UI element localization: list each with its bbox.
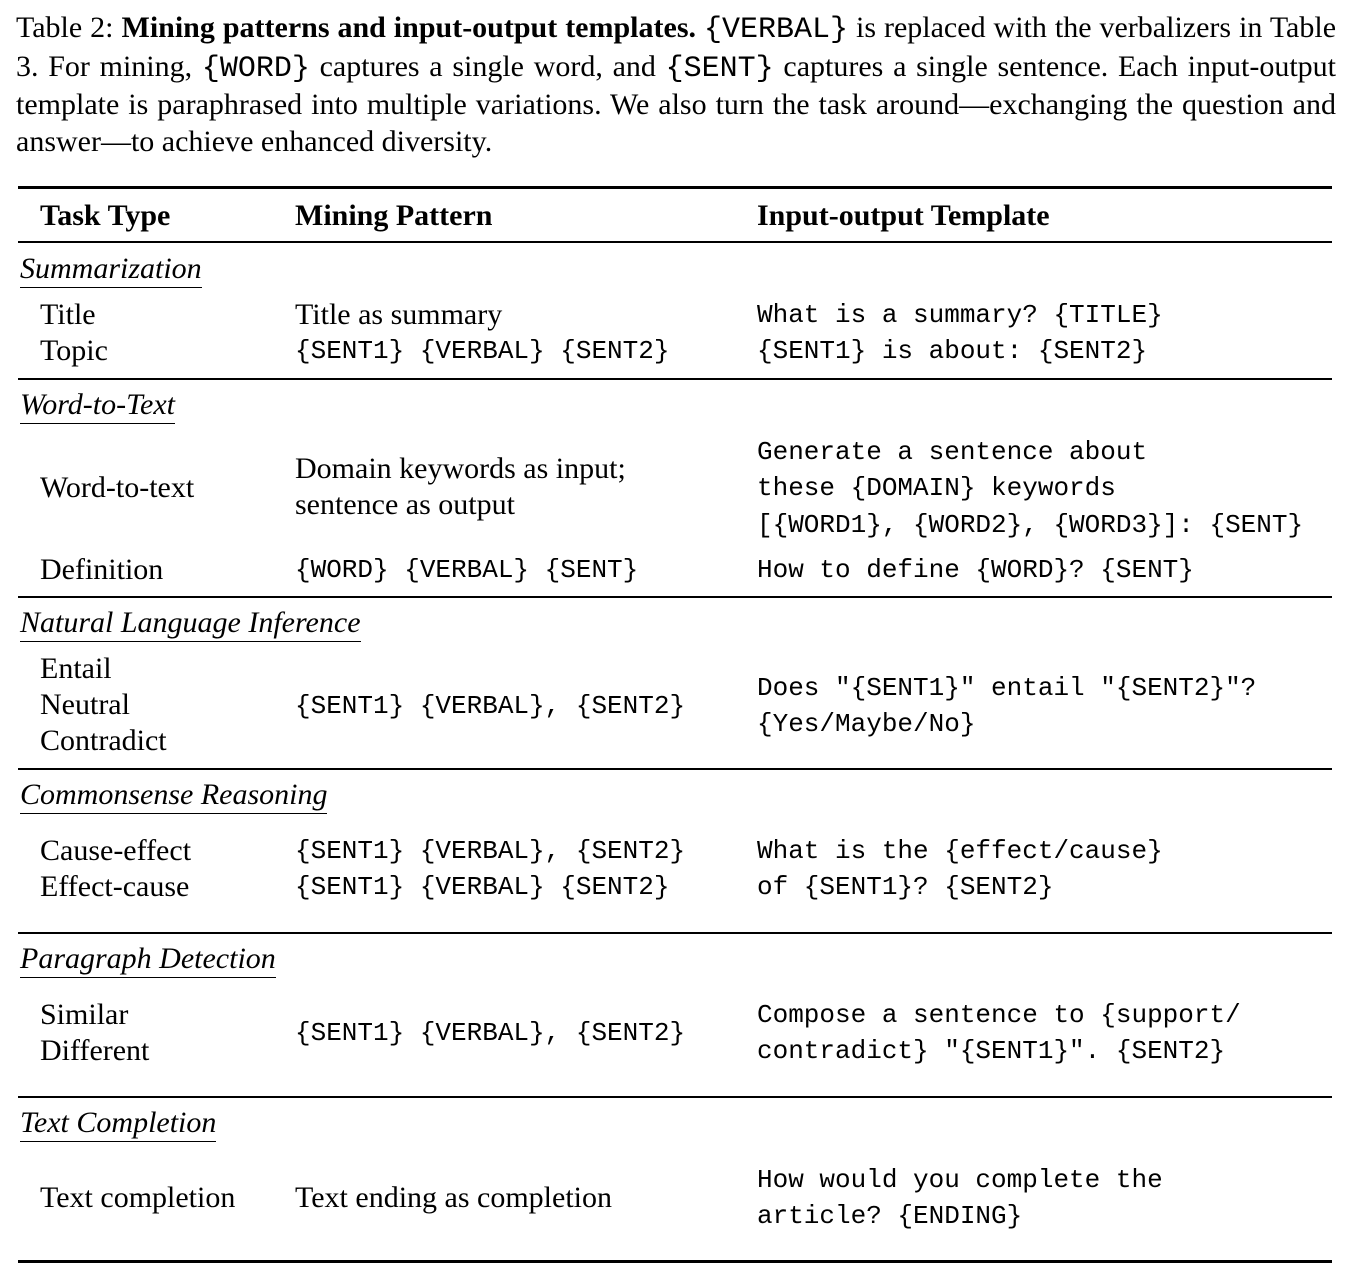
pattern-cell: {SENT1} {VERBAL}, {SENT2} <box>295 1018 686 1048</box>
pattern-cell: {SENT1} {VERBAL}, {SENT2} <box>295 836 686 866</box>
section-rule <box>18 1096 1332 1098</box>
caption-part3: captures a single sentence. Each input-output template is paraphrased into multiple variations. We also turn the task around—exchanging the question and answer—to achieve enhanced diversity. <box>16 49 1336 158</box>
template-cell: How would you complete the <box>757 1165 1163 1195</box>
task-cell: Effect-cause <box>40 870 190 903</box>
task-cell: Contradict <box>40 724 167 757</box>
pattern-cell: Title as summary <box>295 298 503 331</box>
template-cell: What is a summary? {TITLE} <box>757 300 1163 330</box>
pattern-cell: {SENT1} {VERBAL} {SENT2} <box>295 336 670 366</box>
template-cell: {Yes/Maybe/No} <box>757 709 976 739</box>
caption-word-token: {WORD} <box>201 51 310 86</box>
template-cell: contradict} "{SENT1}". {SENT2} <box>757 1036 1226 1066</box>
section-title-paragraph-detection: Paragraph Detection <box>20 941 276 978</box>
template-cell: article? {ENDING} <box>757 1201 1023 1231</box>
task-cell: Cause-effect <box>40 834 192 867</box>
template-cell: Compose a sentence to {support/ <box>757 1000 1241 1030</box>
pattern-cell: sentence as output <box>295 488 515 521</box>
template-cell: Generate a sentence about <box>757 437 1148 467</box>
template-cell: How to define {WORD}? {SENT} <box>757 555 1194 585</box>
caption-title: Mining patterns and input-output templates. <box>121 11 696 44</box>
header-mining-pattern: Mining Pattern <box>295 199 493 232</box>
template-cell: of {SENT1}? {SENT2} <box>757 872 1054 902</box>
caption-sent-token: {SENT} <box>665 51 774 86</box>
task-cell: Topic <box>40 334 108 367</box>
template-cell: these {DOMAIN} keywords <box>757 473 1116 503</box>
caption-part1: is replaced with the verbalizers in Table 3. For mining, <box>16 11 1337 83</box>
task-cell: Different <box>40 1034 150 1067</box>
table-caption <box>16 10 1336 160</box>
caption-label: Table 2: <box>16 11 114 44</box>
section-title-nli: Natural Language Inference <box>20 605 361 642</box>
template-cell: {SENT1} is about: {SENT2} <box>757 336 1148 366</box>
section-title-word-to-text: Word-to-Text <box>20 387 175 424</box>
section-title-commonsense: Commonsense Reasoning <box>20 777 327 814</box>
task-cell: Text completion <box>40 1181 236 1214</box>
template-cell: Does "{SENT1}" entail "{SENT2}"? <box>757 673 1257 703</box>
template-cell: What is the {effect/cause} <box>757 836 1163 866</box>
section-rule <box>18 768 1332 770</box>
section-rule <box>18 932 1332 934</box>
task-cell: Similar <box>40 998 129 1031</box>
header-rule <box>18 241 1332 243</box>
pattern-cell: {SENT1} {VERBAL}, {SENT2} <box>295 691 686 721</box>
caption-part2: captures a single word, and <box>309 49 666 83</box>
header-template: Input-output Template <box>757 199 1050 232</box>
section-title-summarization: Summarization <box>20 251 202 288</box>
pattern-cell: Text ending as completion <box>295 1181 612 1214</box>
caption-verbal-token: {VERBAL} <box>703 13 849 47</box>
task-cell: Definition <box>40 553 164 586</box>
section-title-text-completion: Text Completion <box>20 1105 216 1142</box>
task-cell: Entail <box>40 652 112 685</box>
table-bottom-rule <box>18 1260 1332 1263</box>
pattern-cell: {WORD} {VERBAL} {SENT} <box>295 555 639 585</box>
table-top-rule <box>18 186 1332 189</box>
template-cell: [{WORD1}, {WORD2}, {WORD3}]: {SENT} <box>757 510 1304 540</box>
header-task-type: Task Type <box>40 199 171 232</box>
pattern-cell: Domain keywords as input; <box>295 452 626 485</box>
task-cell: Title <box>40 298 96 331</box>
task-cell: Neutral <box>40 688 130 721</box>
task-cell: Word-to-text <box>40 471 195 504</box>
section-rule <box>18 596 1332 598</box>
section-rule <box>18 378 1332 380</box>
pattern-cell: {SENT1} {VERBAL} {SENT2} <box>295 872 670 902</box>
